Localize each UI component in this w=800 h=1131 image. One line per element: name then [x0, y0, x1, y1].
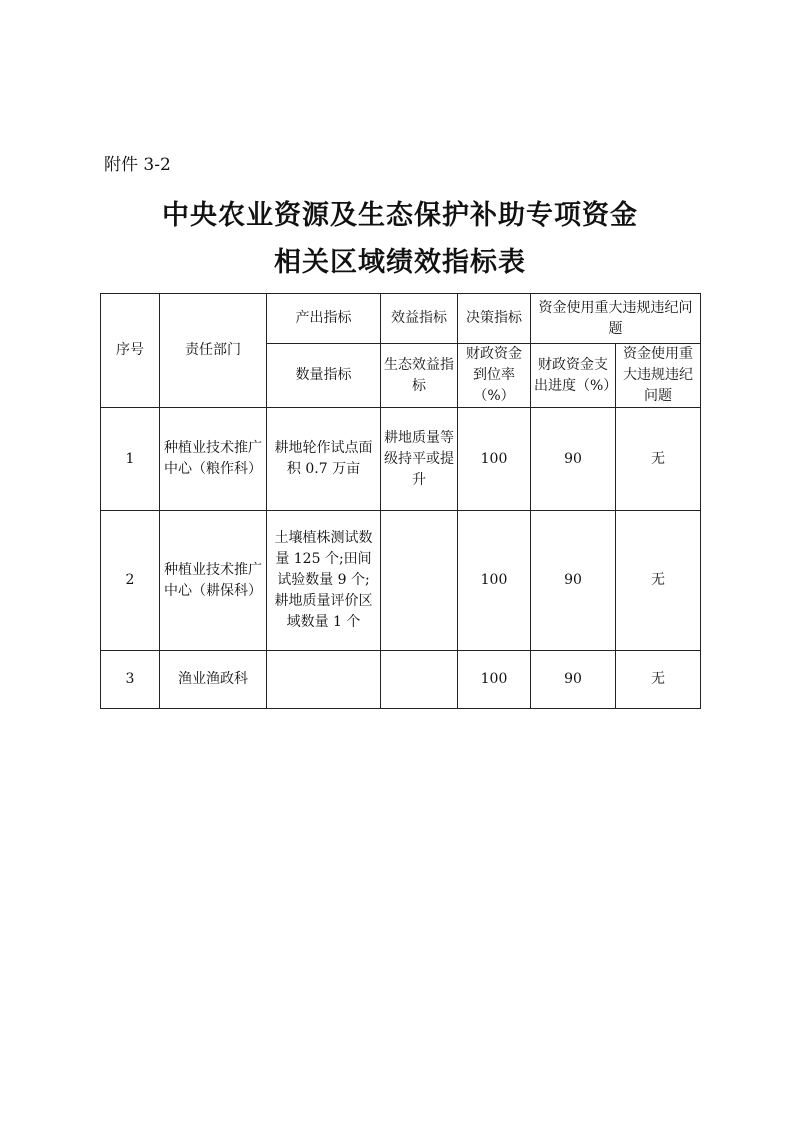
row-violation: 无: [616, 651, 701, 709]
row-violation: 无: [616, 408, 701, 511]
table-row: [101, 408, 701, 511]
row-seq: 2: [101, 511, 160, 651]
table-row: [101, 511, 701, 651]
performance-indicator-table: [100, 293, 701, 709]
row-eco: [381, 651, 458, 709]
row-rate: 100: [458, 511, 531, 651]
row-eco: 耕地质量等级持平或提升: [381, 408, 458, 511]
row-progress: 90: [531, 651, 616, 709]
header-eco-benefit: 生态效益指标: [381, 344, 458, 408]
header-output: 产出指标: [267, 294, 381, 344]
row-quantity: [267, 651, 381, 709]
header-quantity: 数量指标: [267, 344, 381, 408]
row-dept: 种植业技术推广中心（粮作科）: [160, 408, 267, 511]
row-progress: 90: [531, 511, 616, 651]
header-funds-use: 资金使用重大违规违纪问题: [531, 294, 701, 344]
table-row: [101, 651, 701, 709]
row-rate: 100: [458, 651, 531, 709]
document-title-line2: 相关区域绩效指标表: [274, 247, 526, 278]
header-spend-progress: 财政资金支出进度（%）: [531, 344, 616, 408]
row-seq: 1: [101, 408, 160, 511]
row-seq: 3: [101, 651, 160, 709]
header-decision: 决策指标: [458, 294, 531, 344]
row-quantity: 耕地轮作试点面积 0.7 万亩: [267, 408, 381, 511]
row-quantity: 土壤植株测试数量 125 个;田间试验数量 9 个; 耕地质量评价区域数量 1 个: [267, 511, 381, 651]
header-seq: 序号: [101, 294, 160, 408]
row-progress: 90: [531, 408, 616, 511]
document-title-line1: 中央农业资源及生态保护补助专项资金: [162, 200, 638, 231]
row-eco: [381, 511, 458, 651]
header-benefit: 效益指标: [381, 294, 458, 344]
header-violation: 资金使用重大违规违纪问题: [616, 344, 701, 408]
row-dept: 渔业渔政科: [160, 651, 267, 709]
row-violation: 无: [616, 511, 701, 651]
row-rate: 100: [458, 408, 531, 511]
header-funds-rate: 财政资金到位率（%）: [458, 344, 531, 408]
attachment-label: 附件 3-2: [104, 155, 171, 175]
header-dept: 责任部门: [160, 294, 267, 408]
row-dept: 种植业技术推广中心（耕保科）: [160, 511, 267, 651]
header-row-1: [101, 294, 701, 344]
